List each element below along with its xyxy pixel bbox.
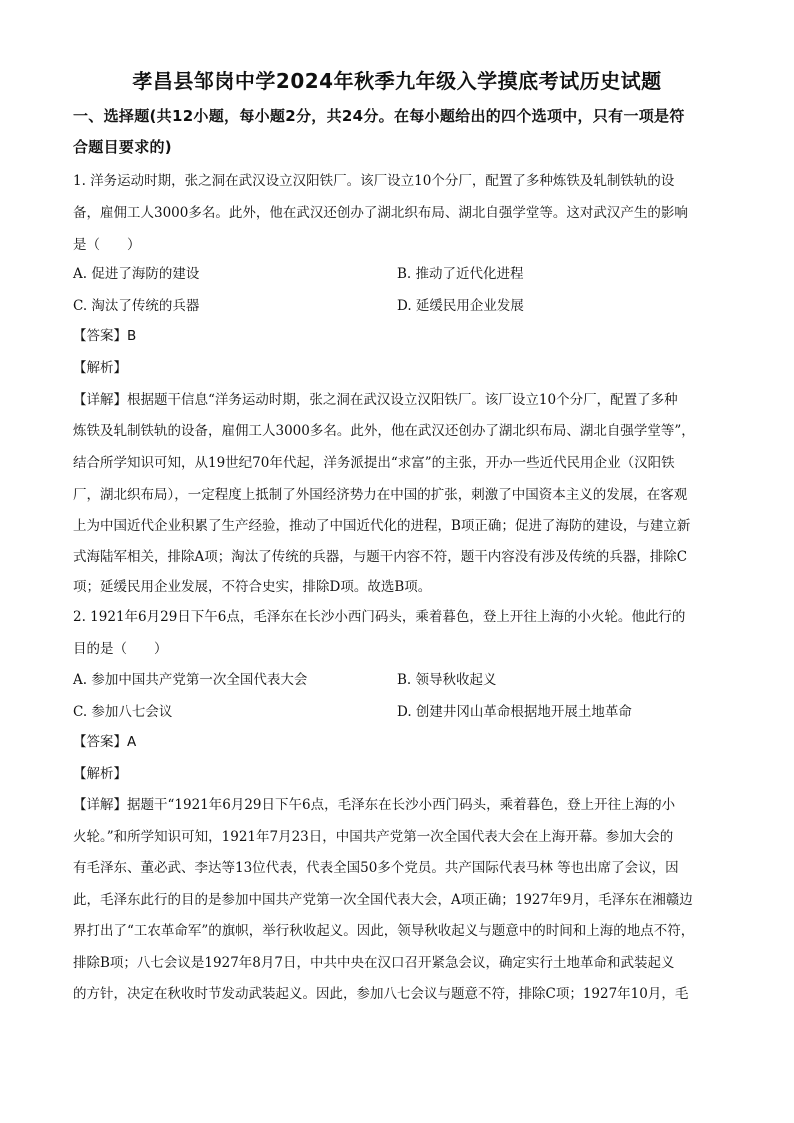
question-2-detail-line-3: 有毛泽东、董必武、李达等13位代表，代表全国50多个党员。共产国际代表马林 等也出席了会议，因	[73, 860, 679, 876]
question-1-detail-line-1: 【详解】根据题干信息“洋务运动时期，张之洞在武汉设立汉阳铁厂。该厂设立10个分厂，配置了多种	[73, 392, 678, 408]
question-1-answer: 【答案】B	[73, 328, 137, 344]
question-2-detail-line-1: 【详解】据题干“1921年6月29日下午6点，毛泽东在长沙小西门码头，乘着暮色，登上开往上海的小	[73, 797, 676, 813]
section-heading-line-2: 合题目要求的)	[73, 138, 172, 156]
question-1-option-d: D. 延缓民用企业发展	[397, 298, 524, 314]
question-2-option-d: D. 创建井冈山革命根据地开展土地革命	[397, 704, 632, 720]
question-2-detail-line-4: 此，毛泽东此行的目的是参加中国共产党第一次全国代表大会，A项正确；1927年9月，毛泽东在湘赣边	[73, 892, 693, 908]
question-2-detail-line-2: 火轮。”和所学知识可知，1921年7月23日，中国共产党第一次全国代表大会在上海开幕。参加大会的	[73, 829, 674, 845]
question-2-detail-line-6: 排除B项；八七会议是1927年8月7日，中共中央在汉口召开紧急会议，确定实行土地革命和武装起义	[73, 955, 675, 971]
question-1-option-b: B. 推动了近代化进程	[397, 266, 524, 282]
question-2-detail-line-5: 界打出了“工农革命军”的旗帜，举行秋收起义。因此，领导秋收起义与题意中的时间和上海的地点不符，	[73, 923, 695, 939]
question-2-stem-line-2: 目的是（ ）	[73, 641, 168, 657]
question-1-option-c: C. 淘汰了传统的兵器	[73, 298, 200, 314]
question-2-answer: 【答案】A	[73, 734, 137, 750]
question-1-stem-line-2: 备，雇佣工人3000多名。此外，他在武汉还创办了湖北织布局、湖北自强学堂等。这对武汉产生的影响	[73, 205, 688, 221]
question-2-option-a: A. 参加中国共产党第一次全国代表大会	[73, 672, 308, 688]
question-1-detail-line-6: 式海陆军相关，排除A项；淘汰了传统的兵器，与题干内容不符，题干内容没有涉及传统的兵器，排除C	[73, 549, 688, 565]
question-1-detail-line-3: 结合所学知识可知，从19世纪70年代起，洋务派提出“求富”的主张，开办一些近代民用企业（汉阳铁	[73, 455, 675, 471]
question-1-analysis-label: 【解析】	[73, 360, 127, 376]
question-1-detail-line-7: 项；延缓民用企业发展，不符合史实，排除D项。故选B项。	[73, 579, 432, 595]
question-1-detail-line-2: 炼铁及轧制铁轨的设备，雇佣工人3000多名。此外，他在武汉还创办了湖北织布局、湖北自强学堂等”，	[73, 423, 695, 439]
question-1-detail-line-5: 上为中国近代企业积累了生产经验，推动了中国近代化的进程，B项正确；促进了海防的建设，与建立新	[73, 518, 691, 534]
question-2-stem-line-1: 2. 1921年6月29日下午6点，毛泽东在长沙小西门码头，乘着暮色，登上开往上海的小火轮。他此行的	[73, 609, 686, 625]
question-1-detail-line-4: 厂，湖北织布局），一定程度上抵制了外国经济势力在中国的扩张，刺激了中国资本主义的发展，在客观	[73, 487, 688, 503]
question-2-option-c: C. 参加八七会议	[73, 704, 173, 720]
question-2-detail-line-7: 的方针，决定在秋收时节发动武装起义。因此，参加八七会议与题意不符，排除C项；1927年10月，毛	[73, 986, 689, 1002]
question-2-analysis-label: 【解析】	[73, 766, 127, 782]
question-1-option-a: A. 促进了海防的建设	[73, 266, 200, 282]
page-title: 孝昌县邹岗中学2024年秋季九年级入学摸底考试历史试题	[132, 69, 662, 93]
question-1-stem-line-3: 是（ ）	[73, 237, 141, 253]
question-2-option-b: B. 领导秋收起义	[397, 672, 497, 688]
section-heading-line-1: 一、选择题(共12小题，每小题2分，共24分。在每小题给出的四个选项中，只有一项是符	[73, 107, 685, 125]
question-1-stem-line-1: 1. 洋务运动时期，张之洞在武汉设立汉阳铁厂。该厂设立10个分厂，配置了多种炼铁及轧制铁轨的设	[73, 173, 675, 189]
